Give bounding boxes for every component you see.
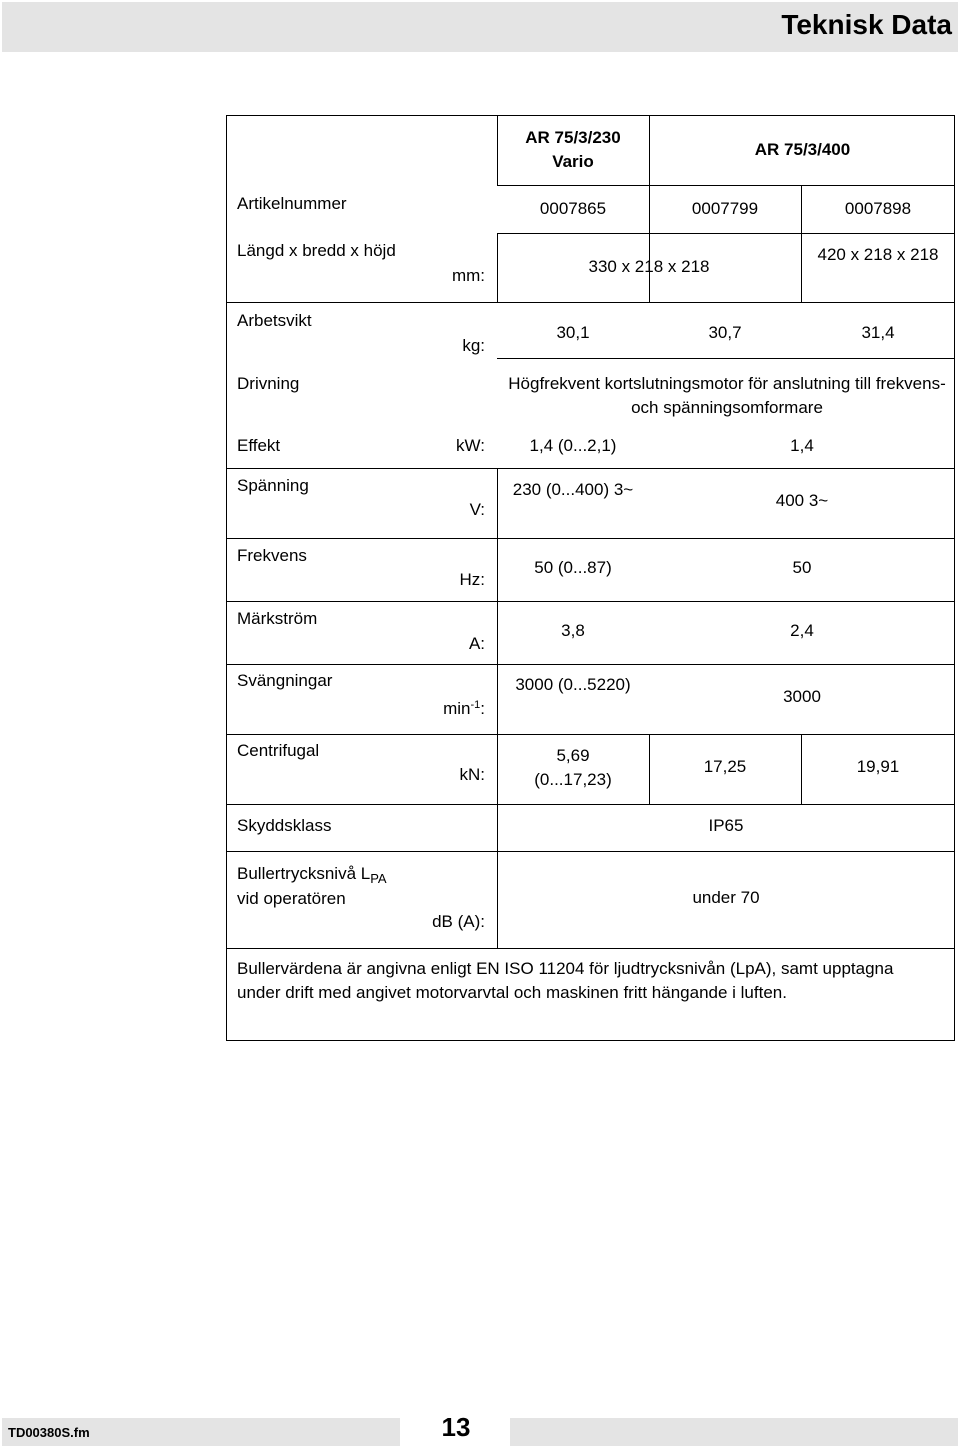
dimensions-unit: mm: <box>451 266 485 285</box>
row-label-centrifugal: Centrifugal <box>237 741 320 760</box>
noise-note: Bullervärdena är angivna enligt EN ISO 11204 för ljudtrycksnivån (LpA), samt upptagna under drift med angivet motorvarvtal och maskinen fritt hängande i luften. <box>237 959 894 1002</box>
noise-value: under 70 <box>692 888 760 907</box>
row-label-oscillations: Svängningar <box>237 671 333 690</box>
current-value-1: 3,8 <box>561 621 585 640</box>
dimensions-value-3: 420 x 218 x 218 <box>817 245 939 264</box>
centrifugal-value-2: 17,25 <box>703 757 747 776</box>
row-label-current: Märkström <box>237 609 318 628</box>
effekt-value-1: 1,4 (0...2,1) <box>529 436 617 455</box>
row-label-noise: Bullertrycksnivå $L_{PA}$ <box>237 864 387 886</box>
spec-table <box>226 115 955 1041</box>
row-label-dimensions: Längd x bredd x höjd <box>237 241 396 260</box>
weight-unit: kg: <box>462 336 485 355</box>
grid-line <box>227 302 955 303</box>
oscillations-value-23: 3000 <box>783 687 821 706</box>
grid-line <box>497 468 498 538</box>
header-col-vario: AR 75/3/230 Vario <box>525 128 621 171</box>
grid-line <box>497 116 498 186</box>
centrifugal-value-3: 19,91 <box>856 757 900 776</box>
grid-line <box>227 468 955 469</box>
grid-line <box>227 601 955 602</box>
grid-line <box>227 664 955 665</box>
grid-line <box>497 233 955 234</box>
voltage-unit: V: <box>469 500 485 519</box>
grid-line <box>227 851 955 852</box>
row-label-noise-line2: vid operatören <box>237 889 346 908</box>
frequency-unit: Hz: <box>459 570 485 589</box>
row-label-weight: Arbetsvikt <box>237 311 312 330</box>
current-unit: A: <box>468 634 485 653</box>
weight-value-3: 31,4 <box>861 323 895 342</box>
current-value-23: 2,4 <box>790 621 814 640</box>
row-label-drive: Drivning <box>237 374 300 393</box>
row-label-protection: Skyddsklass <box>237 816 332 835</box>
row-label-frequency: Frekvens <box>237 546 307 565</box>
footer-bar-right <box>510 1418 958 1446</box>
effekt-value-23: 1,4 <box>790 436 814 455</box>
frequency-value-23: 50 <box>792 558 812 577</box>
drive-value: Högfrekvent kortslutningsmotor för anslutning till frekvens- och spänningsomformare <box>508 374 946 417</box>
oscillations-value-1: 3000 (0...5220) <box>515 675 631 694</box>
page-number: 13 <box>441 1412 471 1442</box>
voltage-value-1: 230 (0...400) 3~ <box>512 480 634 499</box>
voltage-value-23: 400 3~ <box>775 491 829 510</box>
artikelnummer-value-2: 0007799 <box>691 199 759 218</box>
protection-value: IP65 <box>708 816 744 835</box>
oscillations-unit: $\min^{-1}$: <box>443 699 485 718</box>
weight-value-2: 30,7 <box>708 323 742 342</box>
frequency-value-1: 50 (0...87) <box>534 558 612 577</box>
footer-file-name: TD00380S.fm <box>8 1425 90 1440</box>
grid-line <box>497 734 498 804</box>
noise-unit: dB (A): <box>432 912 485 931</box>
row-label-voltage: Spänning <box>237 476 309 495</box>
weight-value-1: 30,1 <box>556 323 590 342</box>
grid-line <box>497 664 498 734</box>
grid-line <box>497 358 955 359</box>
row-label-artikelnummer: Artikelnummer <box>237 194 347 213</box>
dimensions-value-12: 330 x 218 x 218 <box>588 257 710 276</box>
grid-line <box>227 734 955 735</box>
page-title: Teknisk Data <box>781 9 952 40</box>
grid-line <box>497 185 955 186</box>
grid-line <box>227 804 955 805</box>
artikelnummer-value-3: 0007898 <box>844 199 912 218</box>
effekt-unit: kW: <box>456 436 485 455</box>
grid-line <box>227 948 955 949</box>
artikelnummer-value-1: 0007865 <box>539 199 607 218</box>
centrifugal-unit: kN: <box>459 765 485 784</box>
header-col-400: AR 75/3/400 <box>754 140 851 159</box>
centrifugal-value-1: 5,69 (0...17,23) <box>534 746 612 789</box>
row-label-effekt: Effekt <box>237 436 281 455</box>
grid-line <box>227 538 955 539</box>
